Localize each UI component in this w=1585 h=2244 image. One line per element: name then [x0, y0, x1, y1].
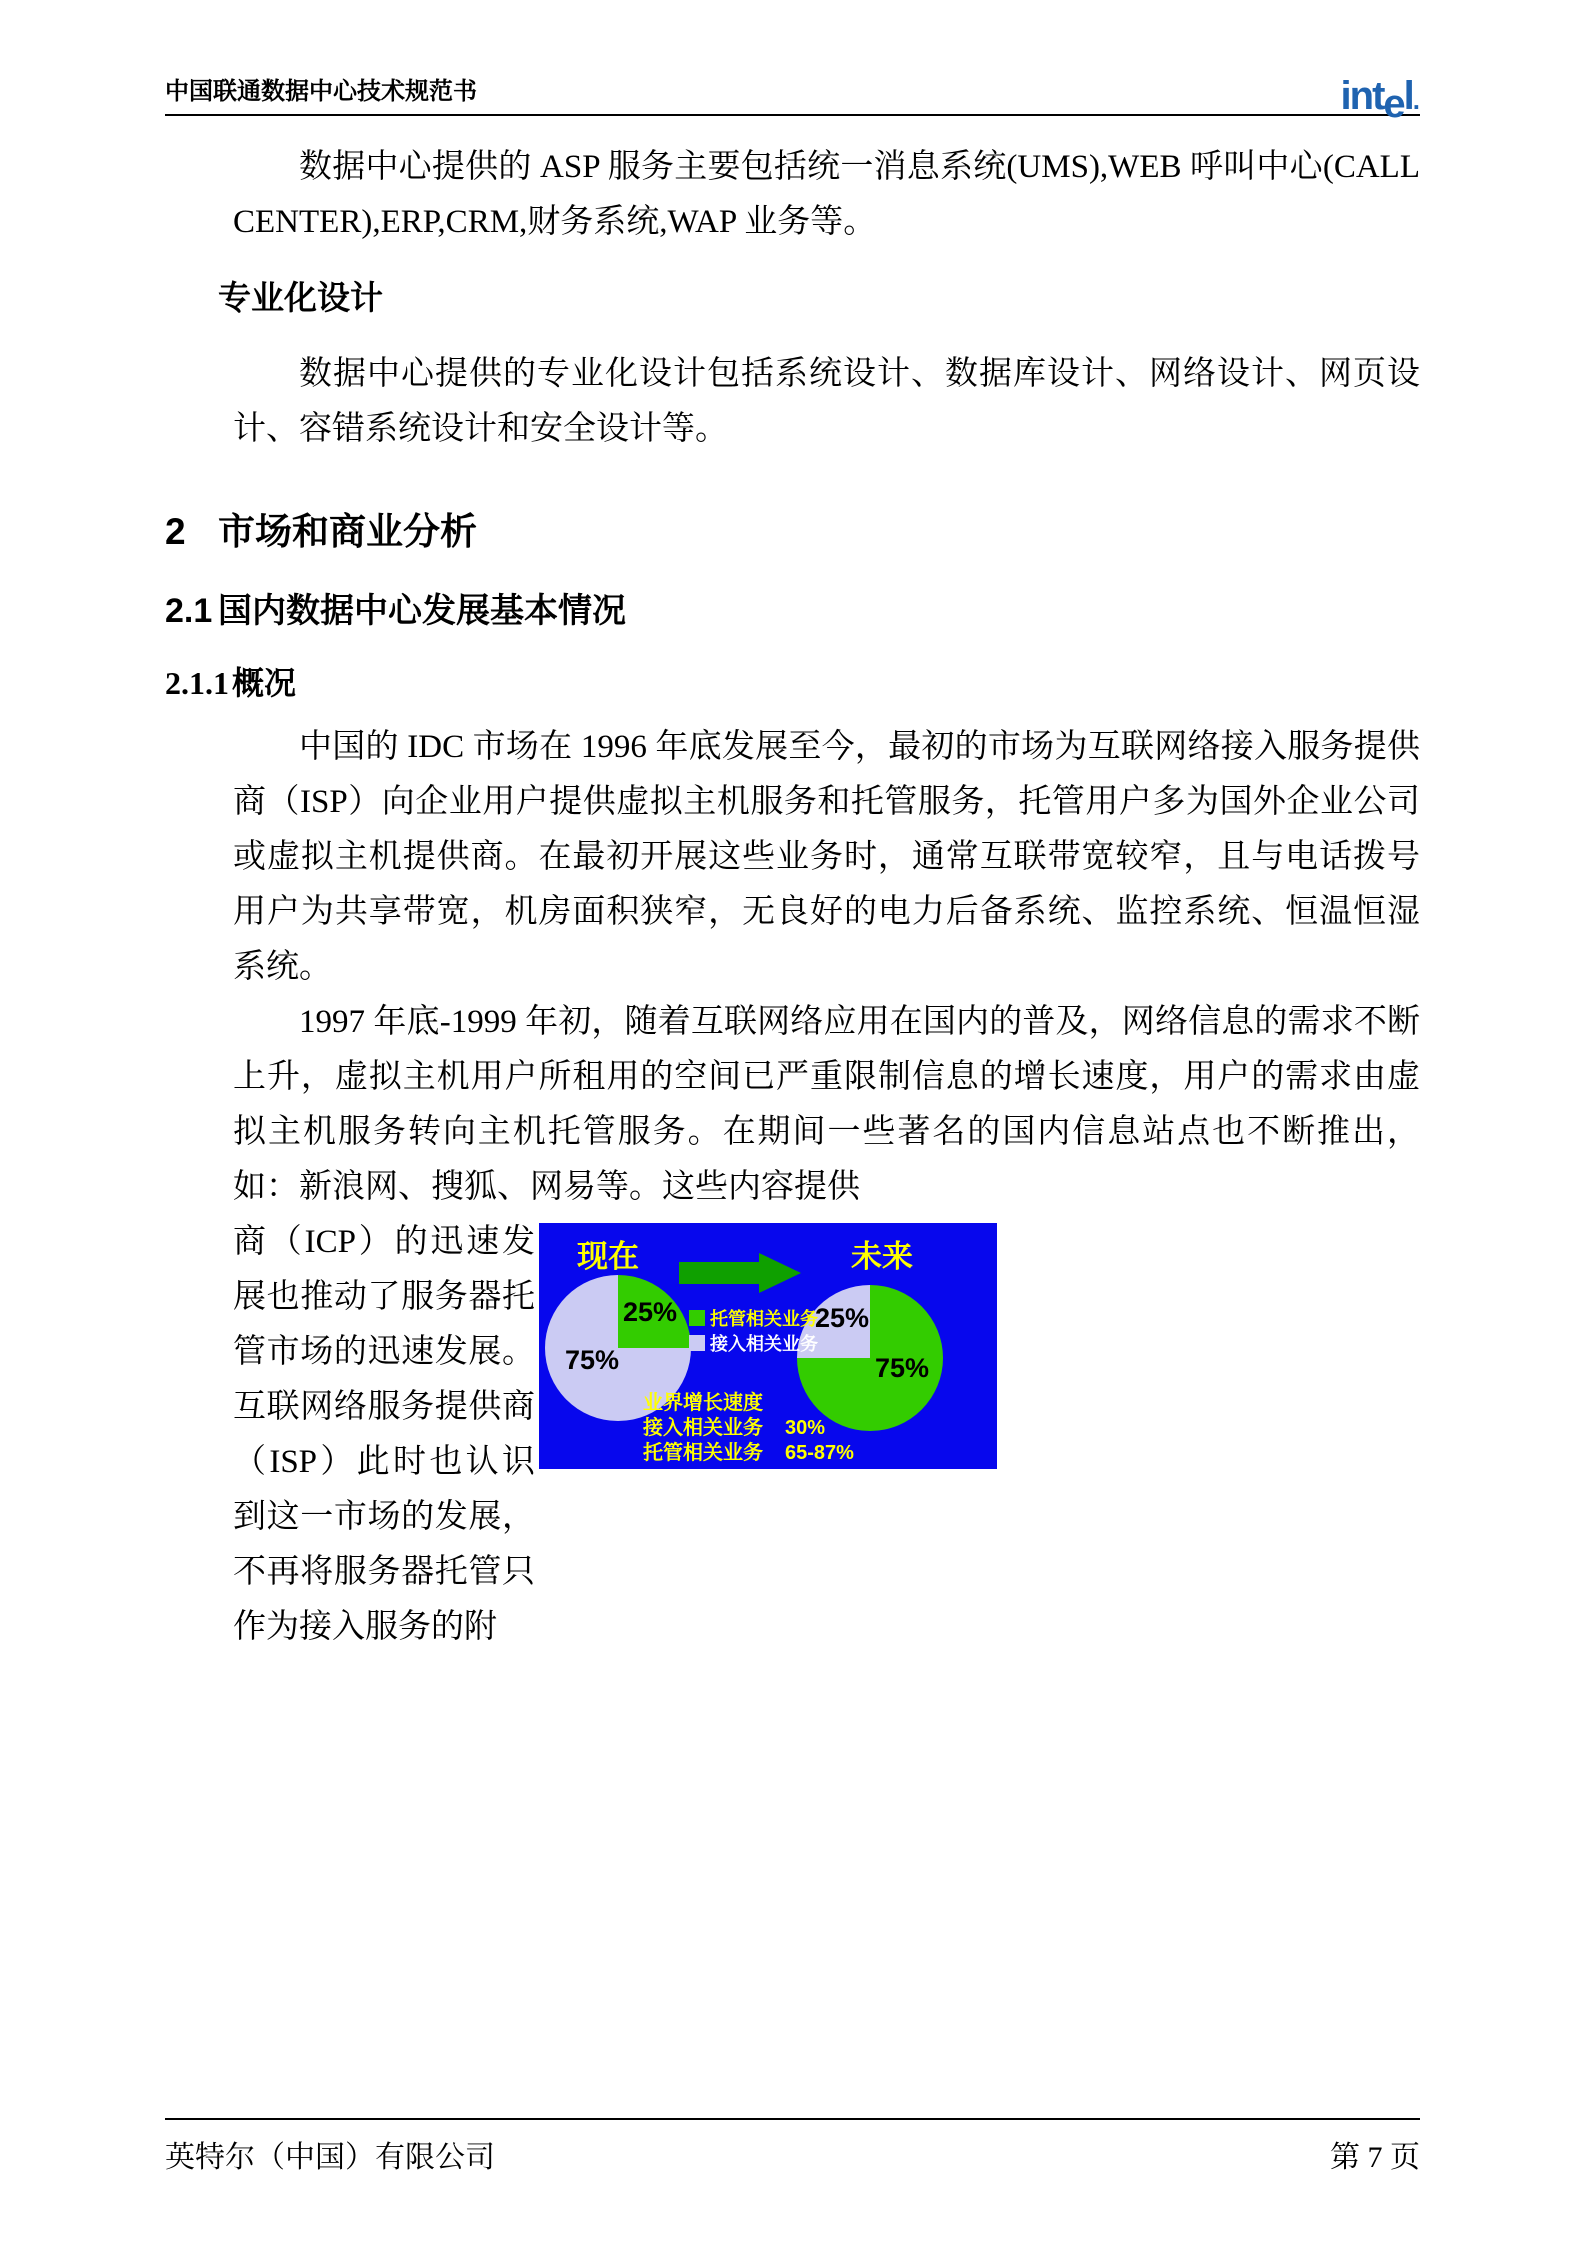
- chart-now-label: 现在: [577, 1239, 639, 1274]
- footer-company: 英特尔（中国）有限公司: [165, 2141, 495, 2174]
- intel-logo: [1340, 74, 1420, 126]
- growth-rates-block: [643, 1391, 854, 1466]
- paragraph-1997-1999: 1997 年底-1999 年初，随着互联网络应用在国内的普及，网络信息的需求不断上升，虚拟主机用户所租用的空间已严重限制信息的增长速度，用户的需求由虚拟主机服务转向主机托管服务。在期间一些著名的国内信息站点也不断推出，如：新浪网、搜狐、网易等。这些内容提供: [233, 1004, 1420, 1205]
- paragraph-asp-services: 数据中心提供的 ASP 服务主要包括统一消息系统(UMS),WEB 呼叫中心(CALL CENTER),ERP,CRM,财务系统,WAP 业务等。: [233, 149, 1420, 240]
- legend-label-access: 接入相关业务: [710, 1333, 818, 1354]
- section-2-1-1-title: 概况: [232, 665, 297, 701]
- growth-hosting-value: 65-87%: [785, 1442, 854, 1464]
- heading-section-2-1: [165, 583, 1420, 632]
- market-transition-chart: [539, 1223, 997, 1469]
- pie-future-access-pct: 25%: [815, 1303, 870, 1333]
- growth-row-access: [643, 1416, 854, 1441]
- section-2-number: 2: [165, 511, 186, 552]
- legend-row-access: [689, 1330, 818, 1355]
- paragraph-beside-chart: 商（ICP）的迅速发展也推动了服务器托管市场的迅速发展。互联网络服务提供商（ISP）此时也认识到这一市场的发展，不再将服务器托管只作为接入服务的附: [233, 1224, 535, 1645]
- growth-access-value: 30%: [785, 1417, 826, 1439]
- section-2-1-number: 2.1: [165, 592, 213, 630]
- heading-section-2-1-1: [165, 658, 1420, 704]
- pie-now-hosting-pct: 25%: [623, 1297, 678, 1327]
- page-footer: [165, 2118, 1420, 2176]
- document-body: [165, 140, 1420, 1655]
- legend-swatch-access-icon: [689, 1335, 705, 1351]
- legend-swatch-hosting-icon: [689, 1310, 705, 1326]
- logo-l: l: [1403, 74, 1413, 118]
- growth-access-label: 接入相关业务: [643, 1417, 763, 1439]
- growth-arrow-icon: [679, 1253, 801, 1293]
- logo-int: int: [1340, 74, 1384, 118]
- section-2-1-1-number: 2.1.1: [165, 665, 229, 701]
- paragraph-idc-history: 中国的 IDC 市场在 1996 年底发展至今，最初的市场为互联网络接入服务提供商（ISP）向企业用户提供虚拟主机服务和托管服务，托管用户多为国外企业公司或虚拟主机提供商。在最初开展这些业务时，通常互联带宽较窄，且与电话拨号用户为共享带宽，机房面积狭窄，无良好的电力后备系统、监控系统、恒温恒湿系统。: [233, 729, 1420, 985]
- paragraph-professional-design: 数据中心提供的专业化设计包括系统设计、数据库设计、网络设计、网页设计、容错系统设计和安全设计等。: [233, 356, 1420, 447]
- text-chart-row: [233, 1215, 1420, 1655]
- heading-section-2: [165, 501, 1420, 555]
- footer-page-number: 第 7 页: [1330, 2141, 1420, 2174]
- legend-label-hosting: 托管相关业务: [710, 1308, 818, 1329]
- page-header: [165, 0, 1420, 126]
- growth-hosting-label: 托管相关业务: [643, 1442, 763, 1464]
- section-2-title: 市场和商业分析: [218, 511, 477, 552]
- document-title: 中国联通数据中心技术规范书: [165, 78, 477, 105]
- logo-dropped-e: e: [1383, 82, 1404, 126]
- growth-row-hosting: [643, 1441, 854, 1466]
- chart-legend: [689, 1305, 818, 1355]
- pie-future-hosting-pct: 75%: [875, 1353, 930, 1383]
- growth-title: 业界增长速度: [643, 1392, 763, 1414]
- legend-row-hosting: [689, 1305, 818, 1330]
- pie-now-access-pct: 75%: [565, 1345, 620, 1375]
- chart-future-label: 未来: [851, 1239, 913, 1274]
- logo-dot: .: [1412, 85, 1420, 115]
- heading-professional-design: 专业化设计: [218, 279, 383, 316]
- section-2-1-title: 国内数据中心发展基本情况: [218, 592, 626, 630]
